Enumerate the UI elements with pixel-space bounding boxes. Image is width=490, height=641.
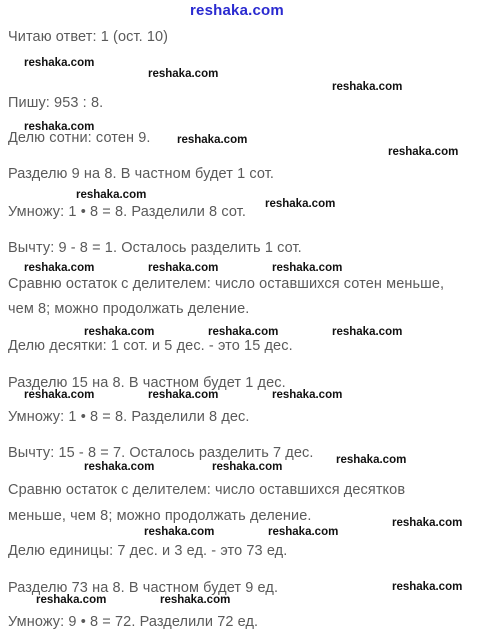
- watermark: reshaka.com: [36, 594, 107, 606]
- watermark: reshaka.com: [212, 461, 283, 473]
- text-line: Делю единицы: 7 дес. и 3 ед. - это 73 ед.: [8, 543, 288, 559]
- text-line: Пишу: 953 : 8.: [8, 95, 104, 111]
- watermark: reshaka.com: [336, 454, 407, 466]
- watermark: reshaka.com: [24, 389, 95, 401]
- text-line: Вычту: 15 - 8 = 7. Осталось разделить 7 дес.: [8, 445, 314, 461]
- watermark: reshaka.com: [148, 389, 219, 401]
- watermark: reshaka.com: [392, 581, 463, 593]
- text-line: Умножу: 1 • 8 = 8. Разделили 8 сот.: [8, 204, 246, 220]
- watermark: reshaka.com: [84, 461, 155, 473]
- watermark: reshaka.com: [272, 262, 343, 274]
- text-line: Разделю 15 на 8. В частном будет 1 дес.: [8, 375, 286, 391]
- watermark: reshaka.com: [24, 262, 95, 274]
- text-line: Умножу: 1 • 8 = 8. Разделили 8 дес.: [8, 409, 250, 425]
- text-line: Сравню остаток с делителем: число оставшихся десятков: [8, 482, 406, 498]
- watermark: reshaka.com: [177, 134, 248, 146]
- text-line: Разделю 9 на 8. В частном будет 1 сот.: [8, 166, 275, 182]
- watermark: reshaka.com: [268, 526, 339, 538]
- watermark: reshaka.com: [332, 81, 403, 93]
- text-line: Вычту: 9 - 8 = 1. Осталось разделить 1 сот.: [8, 240, 302, 256]
- watermark: reshaka.com: [76, 189, 147, 201]
- watermark: reshaka.com: [388, 146, 459, 158]
- text-line: Умножу: 9 • 8 = 72. Разделили 72 ед.: [8, 614, 259, 630]
- text-line: Сравню остаток с делителем: число оставшихся сотен меньше,: [8, 276, 445, 292]
- watermark: reshaka.com: [84, 326, 155, 338]
- watermark: reshaka.com: [160, 594, 231, 606]
- watermark: reshaka.com: [144, 526, 215, 538]
- text-line: Читаю ответ: 1 (ост. 10): [8, 29, 169, 45]
- text-line: меньше, чем 8; можно продолжать деление.: [8, 508, 312, 524]
- watermark: reshaka.com: [265, 198, 336, 210]
- watermark: reshaka.com: [392, 517, 463, 529]
- text-line: Разделю 73 на 8. В частном будет 9 ед.: [8, 580, 279, 596]
- watermark: reshaka.com: [332, 326, 403, 338]
- watermark: reshaka.com: [148, 68, 219, 80]
- watermark: reshaka.com: [24, 57, 95, 69]
- watermark: reshaka.com: [24, 121, 95, 133]
- watermark: reshaka.com: [272, 389, 343, 401]
- text-line: Делю десятки: 1 сот. и 5 дес. - это 15 дес.: [8, 338, 293, 354]
- watermark: reshaka.com: [148, 262, 219, 274]
- watermark: reshaka.com: [208, 326, 279, 338]
- text-line: Делю сотни: сотен 9.: [8, 130, 151, 146]
- site-watermark-header: reshaka.com: [190, 2, 284, 19]
- text-line: чем 8; можно продолжать деление.: [8, 301, 250, 317]
